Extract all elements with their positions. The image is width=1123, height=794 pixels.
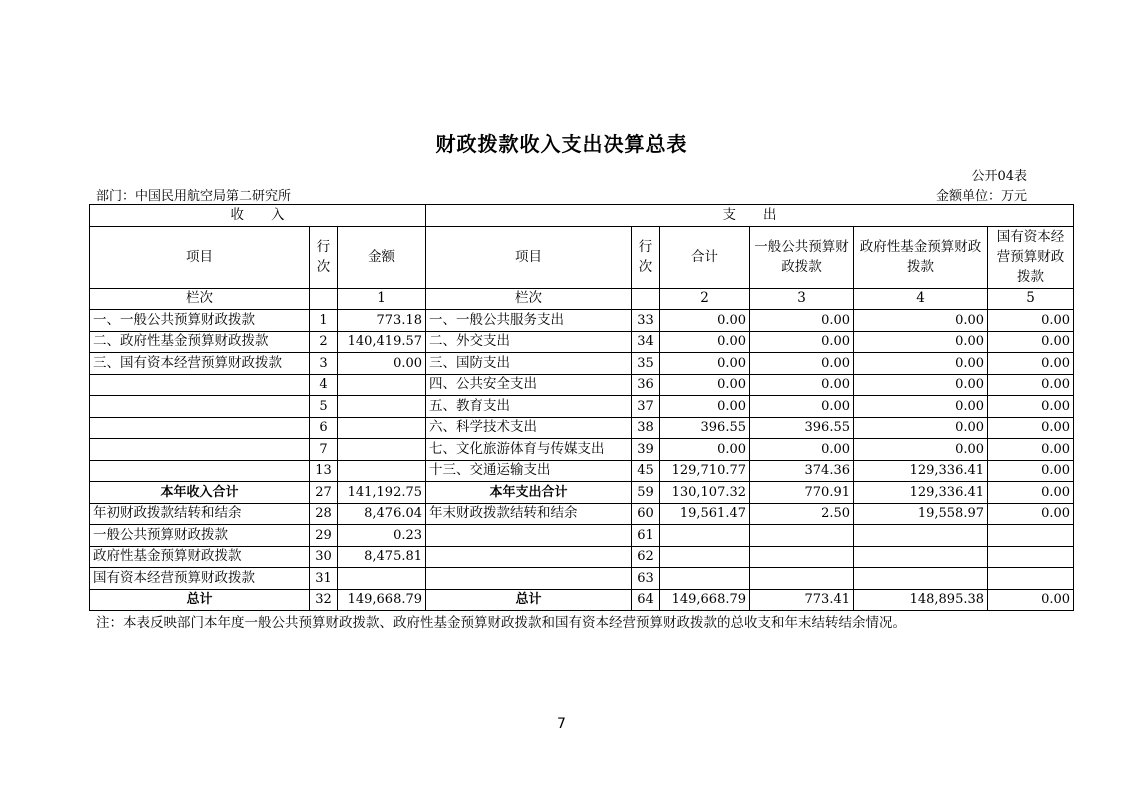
- expense-state-capital: 0.00: [988, 439, 1074, 461]
- expense-state-capital: [988, 546, 1074, 568]
- index-total: 2: [660, 288, 750, 310]
- expense-gov-fund: 19,558.97: [854, 503, 988, 525]
- index-blank-left: [310, 288, 338, 310]
- income-amount: 8,476.04: [338, 503, 426, 525]
- income-item: [90, 439, 310, 461]
- expense-row-no: 34: [632, 331, 660, 353]
- expense-general-budget: [750, 568, 854, 590]
- income-row-no: 3: [310, 353, 338, 375]
- header-expense-row-no: 行次: [632, 226, 660, 288]
- expense-general-budget: 770.91: [750, 482, 854, 504]
- expense-row-no: 37: [632, 396, 660, 418]
- column-header-row: [90, 226, 1074, 288]
- index-general: 3: [750, 288, 854, 310]
- expense-total: 0.00: [660, 310, 750, 332]
- table-note: 注：本表反映部门本年度一般公共预算财政拨款、政府性基金预算财政拨款和国有资本经营预算财政拨款的总收支和年末结转结余情况。: [96, 615, 906, 631]
- expense-row-no: 45: [632, 460, 660, 482]
- expense-row-no: 35: [632, 353, 660, 375]
- expense-total: [660, 568, 750, 590]
- income-amount: [338, 417, 426, 439]
- expense-general-budget: 2.50: [750, 503, 854, 525]
- expense-general-budget: 0.00: [750, 331, 854, 353]
- table-row: [90, 439, 1074, 461]
- section-header-row: [90, 205, 1074, 227]
- index-blank-right: [632, 288, 660, 310]
- header-gov-fund: 政府性基金预算财政拨款: [854, 226, 988, 288]
- income-amount: [338, 374, 426, 396]
- header-expense-item: 项目: [426, 226, 632, 288]
- expense-row-no: 39: [632, 439, 660, 461]
- header-state-capital: 国有资本经营预算财政拨款: [988, 226, 1074, 288]
- budget-summary-table: [89, 204, 1074, 611]
- expense-item: 五、教育支出: [426, 396, 632, 418]
- carry-over-row: [90, 568, 1074, 590]
- income-row-no: 5: [310, 396, 338, 418]
- expense-gov-fund: [854, 546, 988, 568]
- carry-over-row: [90, 546, 1074, 568]
- index-amount: 1: [338, 288, 426, 310]
- carry-over-row: [90, 503, 1074, 525]
- expense-gov-fund: 129,336.41: [854, 482, 988, 504]
- income-row-no: 31: [310, 568, 338, 590]
- table-row: [90, 374, 1074, 396]
- expense-state-capital: 0.00: [988, 331, 1074, 353]
- income-row-no: 2: [310, 331, 338, 353]
- expense-state-capital: 0.00: [988, 310, 1074, 332]
- expense-general-budget: 374.36: [750, 460, 854, 482]
- expense-row-no: 59: [632, 482, 660, 504]
- expense-total: 0.00: [660, 374, 750, 396]
- income-amount: 149,668.79: [338, 589, 426, 611]
- income-row-no: 29: [310, 525, 338, 547]
- income-item: [90, 396, 310, 418]
- income-item: [90, 460, 310, 482]
- index-state-capital: 5: [988, 288, 1074, 310]
- page-number: 7: [557, 716, 566, 732]
- expense-row-no: 63: [632, 568, 660, 590]
- expense-row-no: 38: [632, 417, 660, 439]
- expense-item: 总计: [426, 589, 632, 611]
- expense-gov-fund: 0.00: [854, 374, 988, 396]
- expense-general-budget: 0.00: [750, 310, 854, 332]
- income-item: [90, 417, 310, 439]
- expense-row-no: 64: [632, 589, 660, 611]
- report-title: 财政拨款收入支出决算总表: [435, 132, 688, 156]
- index-label-right: 栏次: [426, 288, 632, 310]
- income-amount: [338, 439, 426, 461]
- expense-gov-fund: 0.00: [854, 396, 988, 418]
- income-amount: 140,419.57: [338, 331, 426, 353]
- expense-item: 二、外交支出: [426, 331, 632, 353]
- income-row-no: 30: [310, 546, 338, 568]
- expense-total: [660, 525, 750, 547]
- grand-total-row: [90, 589, 1074, 611]
- expense-general-budget: [750, 525, 854, 547]
- expense-item: 一、一般公共服务支出: [426, 310, 632, 332]
- table-row: [90, 331, 1074, 353]
- header-income-amount: 金额: [338, 226, 426, 288]
- expense-total: 0.00: [660, 331, 750, 353]
- header-total: 合计: [660, 226, 750, 288]
- expense-total: 0.00: [660, 439, 750, 461]
- expense-general-budget: 0.00: [750, 353, 854, 375]
- expense-state-capital: [988, 525, 1074, 547]
- income-section-header: 收 入: [90, 205, 426, 227]
- expense-general-budget: 0.00: [750, 396, 854, 418]
- expense-general-budget: 0.00: [750, 439, 854, 461]
- expense-total: 0.00: [660, 396, 750, 418]
- income-item: [90, 374, 310, 396]
- expense-state-capital: 0.00: [988, 482, 1074, 504]
- expense-total: 129,710.77: [660, 460, 750, 482]
- header-income-item: 项目: [90, 226, 310, 288]
- expense-general-budget: [750, 546, 854, 568]
- income-item: 三、国有资本经营预算财政拨款: [90, 353, 310, 375]
- expense-item: 七、文化旅游体育与传媒支出: [426, 439, 632, 461]
- expense-general-budget: 0.00: [750, 374, 854, 396]
- expense-state-capital: [988, 568, 1074, 590]
- income-amount: 8,475.81: [338, 546, 426, 568]
- income-amount: 0.00: [338, 353, 426, 375]
- index-label-left: 栏次: [90, 288, 310, 310]
- income-row-no: 6: [310, 417, 338, 439]
- expense-state-capital: 0.00: [988, 503, 1074, 525]
- expense-section-header: 支 出: [426, 205, 1074, 227]
- expense-gov-fund: 0.00: [854, 310, 988, 332]
- income-item: 一、一般公共预算财政拨款: [90, 310, 310, 332]
- expense-total: 130,107.32: [660, 482, 750, 504]
- table-row: [90, 396, 1074, 418]
- expense-gov-fund: 129,336.41: [854, 460, 988, 482]
- expense-gov-fund: 0.00: [854, 417, 988, 439]
- header-general-budget: 一般公共预算财政拨款: [750, 226, 854, 288]
- expense-item: 年末财政拨款结转和结余: [426, 503, 632, 525]
- income-amount: 0.23: [338, 525, 426, 547]
- expense-gov-fund: [854, 568, 988, 590]
- column-index-row: [90, 288, 1074, 310]
- expense-row-no: 60: [632, 503, 660, 525]
- expense-gov-fund: 0.00: [854, 331, 988, 353]
- table-row: [90, 417, 1074, 439]
- income-item: 国有资本经营预算财政拨款: [90, 568, 310, 590]
- expense-total: 396.55: [660, 417, 750, 439]
- income-item: 二、政府性基金预算财政拨款: [90, 331, 310, 353]
- index-gov-fund: 4: [854, 288, 988, 310]
- expense-item: 十三、交通运输支出: [426, 460, 632, 482]
- expense-item: 四、公共安全支出: [426, 374, 632, 396]
- expense-total: 0.00: [660, 353, 750, 375]
- expense-general-budget: 773.41: [750, 589, 854, 611]
- income-amount: 773.18: [338, 310, 426, 332]
- expense-state-capital: 0.00: [988, 396, 1074, 418]
- income-row-no: 13: [310, 460, 338, 482]
- income-amount: 141,192.75: [338, 482, 426, 504]
- income-row-no: 4: [310, 374, 338, 396]
- expense-gov-fund: [854, 525, 988, 547]
- year-total-row: [90, 482, 1074, 504]
- income-row-no: 7: [310, 439, 338, 461]
- department-label: 部门：中国民用航空局第二研究所: [96, 189, 292, 204]
- income-amount: [338, 396, 426, 418]
- income-row-no: 28: [310, 503, 338, 525]
- expense-item: [426, 546, 632, 568]
- income-row-no: 27: [310, 482, 338, 504]
- income-item: 政府性基金预算财政拨款: [90, 546, 310, 568]
- income-amount: [338, 568, 426, 590]
- income-row-no: 1: [310, 310, 338, 332]
- expense-item: 六、科学技术支出: [426, 417, 632, 439]
- expense-row-no: 36: [632, 374, 660, 396]
- expense-gov-fund: 148,895.38: [854, 589, 988, 611]
- expense-general-budget: 396.55: [750, 417, 854, 439]
- expense-state-capital: 0.00: [988, 374, 1074, 396]
- table-row: [90, 460, 1074, 482]
- expense-total: 149,668.79: [660, 589, 750, 611]
- expense-item: [426, 525, 632, 547]
- income-item: 本年收入合计: [90, 482, 310, 504]
- expense-total: 19,561.47: [660, 503, 750, 525]
- income-amount: [338, 460, 426, 482]
- expense-item: 本年支出合计: [426, 482, 632, 504]
- table-row: [90, 310, 1074, 332]
- table-row: [90, 353, 1074, 375]
- expense-item: [426, 568, 632, 590]
- header-income-row-no: 行次: [310, 226, 338, 288]
- expense-state-capital: 0.00: [988, 589, 1074, 611]
- amount-unit-label: 金额单位：万元: [935, 189, 1027, 204]
- expense-item: 三、国防支出: [426, 353, 632, 375]
- expense-gov-fund: 0.00: [854, 353, 988, 375]
- income-item: 年初财政拨款结转和结余: [90, 503, 310, 525]
- income-item: 总计: [90, 589, 310, 611]
- expense-row-no: 62: [632, 546, 660, 568]
- expense-total: [660, 546, 750, 568]
- expense-state-capital: 0.00: [988, 417, 1074, 439]
- form-number: 公开04表: [971, 169, 1027, 184]
- income-row-no: 32: [310, 589, 338, 611]
- expense-row-no: 33: [632, 310, 660, 332]
- expense-row-no: 61: [632, 525, 660, 547]
- expense-gov-fund: 0.00: [854, 439, 988, 461]
- carry-over-row: [90, 525, 1074, 547]
- income-item: 一般公共预算财政拨款: [90, 525, 310, 547]
- expense-state-capital: 0.00: [988, 353, 1074, 375]
- expense-state-capital: 0.00: [988, 460, 1074, 482]
